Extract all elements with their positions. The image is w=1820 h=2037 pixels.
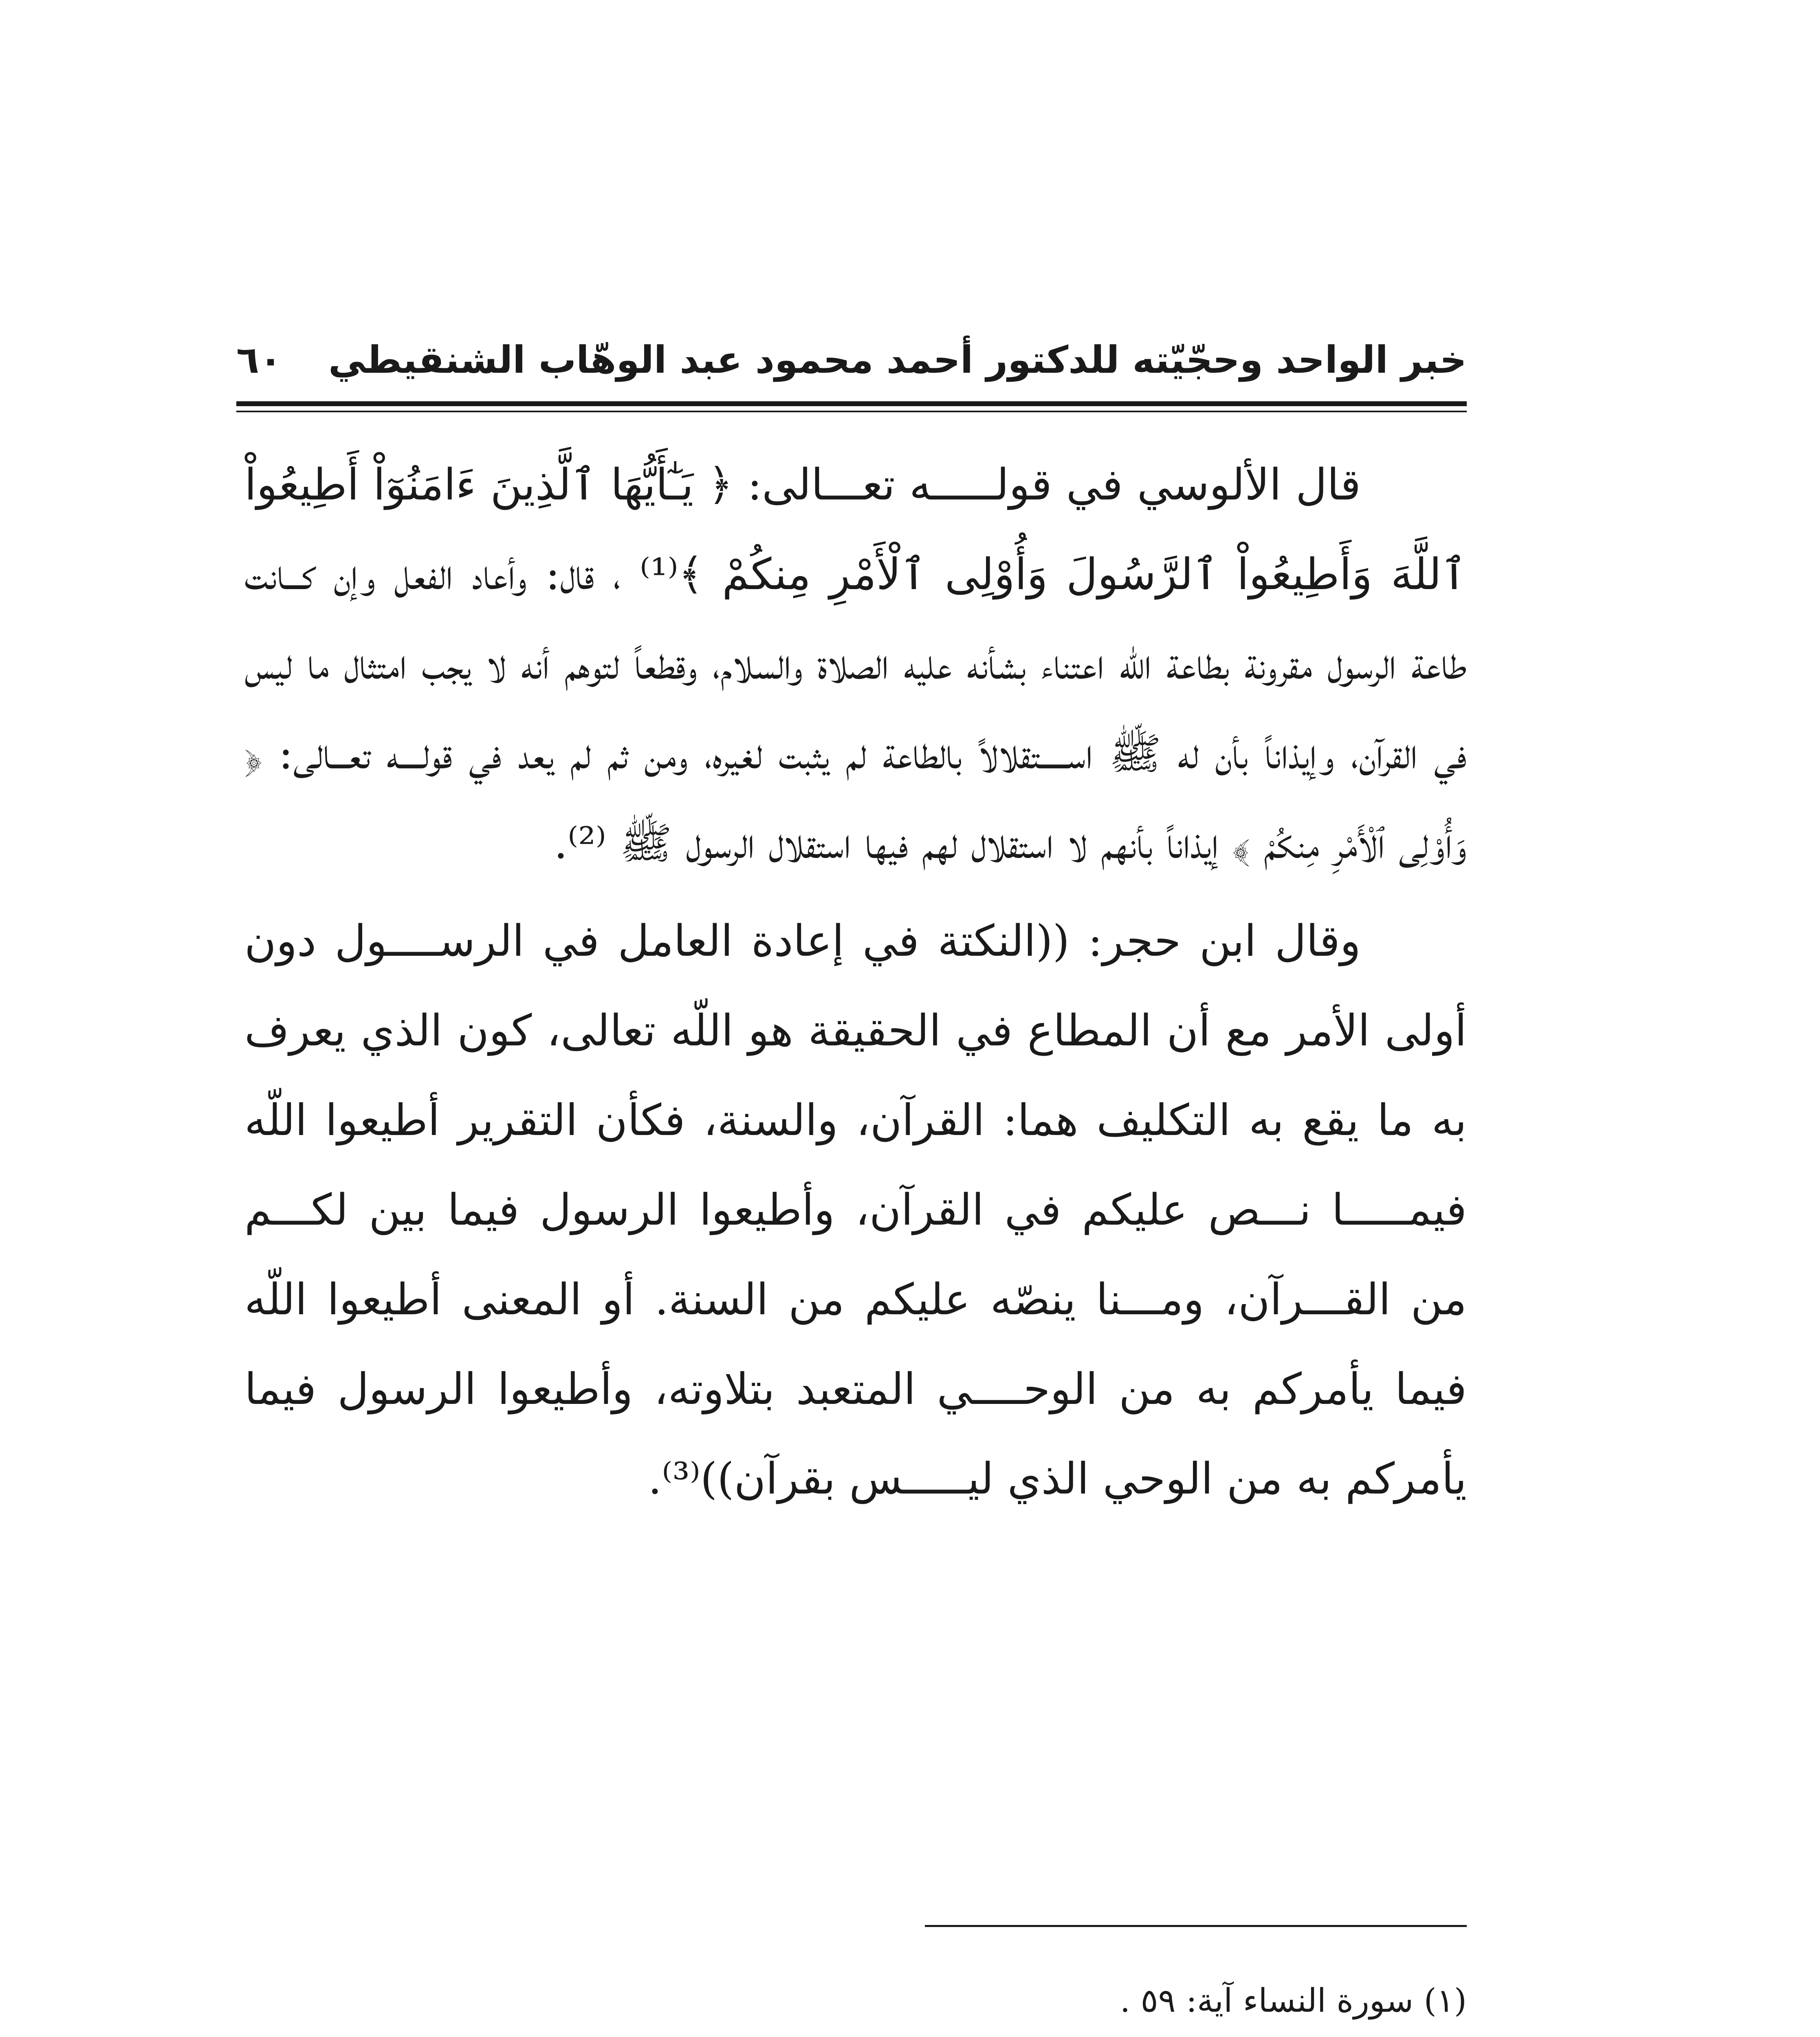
header-title: خبر الواحد وحجّيّته للدكتور أحمد محمود عبد الوهّاب الشنقيطي: [328, 338, 1467, 382]
page-number: ٦٠: [236, 338, 282, 382]
running-header: [236, 334, 1467, 395]
footnote-separator: [925, 1925, 1467, 1927]
header-rule: [236, 401, 1467, 406]
paragraph-alusi: قال الألوسي في قولـــــه تعـــالى: ﴿ يَـٰٓأَيُّهَا ٱلَّذِينَ ءَامَنُوٓاْ أَطِيعُواْ ٱللَّهَ وَأَطِيعُواْ ٱلرَّسُولَ وَأُوْلِى ٱلْأَمْرِ مِنكُمْ ﴾⁽¹⁾ ، قال: وأعاد الفعل وإن كـــانت طاعة الرسول مقرونة بطاعة اللّه اعتناء بشأنه عليه الصلاة والسلام، وقطعاً لتوهم أنه لا يجب امتثال ما ليس في القرآن، وإيذاناً بأن له ﷺ اســـــتقلالاً بالطاعة لم يثبت لغيره، ومن ثم لم يعد في قولــــه تعـــالى: ﴿ وَأُوْلِى ٱلْأَمْرِ مِنكُمْ ﴾ إيذاناً بأنهم لا استقلال لهم فيها استقلال الرسول ﷺ ⁽²⁾.: [244, 460, 1467, 868]
main-text: [244, 440, 1467, 1524]
paragraph-ibn-hajar: وقال ابن حجر: ((النكتة في إعادة العامل في الرســــول دون أولى الأمر مع أن المطاع في الحقيقة هو اللّه تعالى، كون الذي يعرف به ما يقع به التكليف هما: القرآن، والسنة، فكأن التقرير أطيعوا اللّه فيمـــــا نـــص عليكم في القرآن، وأطيعوا الرسول فيما بين لكـــم من القـــرآن، ومـــنا ينصّه عليكم من السنة. أو المعنى أطيعوا اللّه فيما يأمركم به من الوحــــي المتعبد بتلاوته، وأطيعوا الرسول فيما يأمركم به من الوحي الذي ليـــــس بقرآن))⁽³⁾.: [244, 916, 1467, 1504]
header-rule-thin: [236, 411, 1467, 412]
footnote-1: (١) سورة النساء آية: ٥٩ .: [1120, 1982, 1467, 2019]
footnotes: [244, 1964, 1467, 2037]
